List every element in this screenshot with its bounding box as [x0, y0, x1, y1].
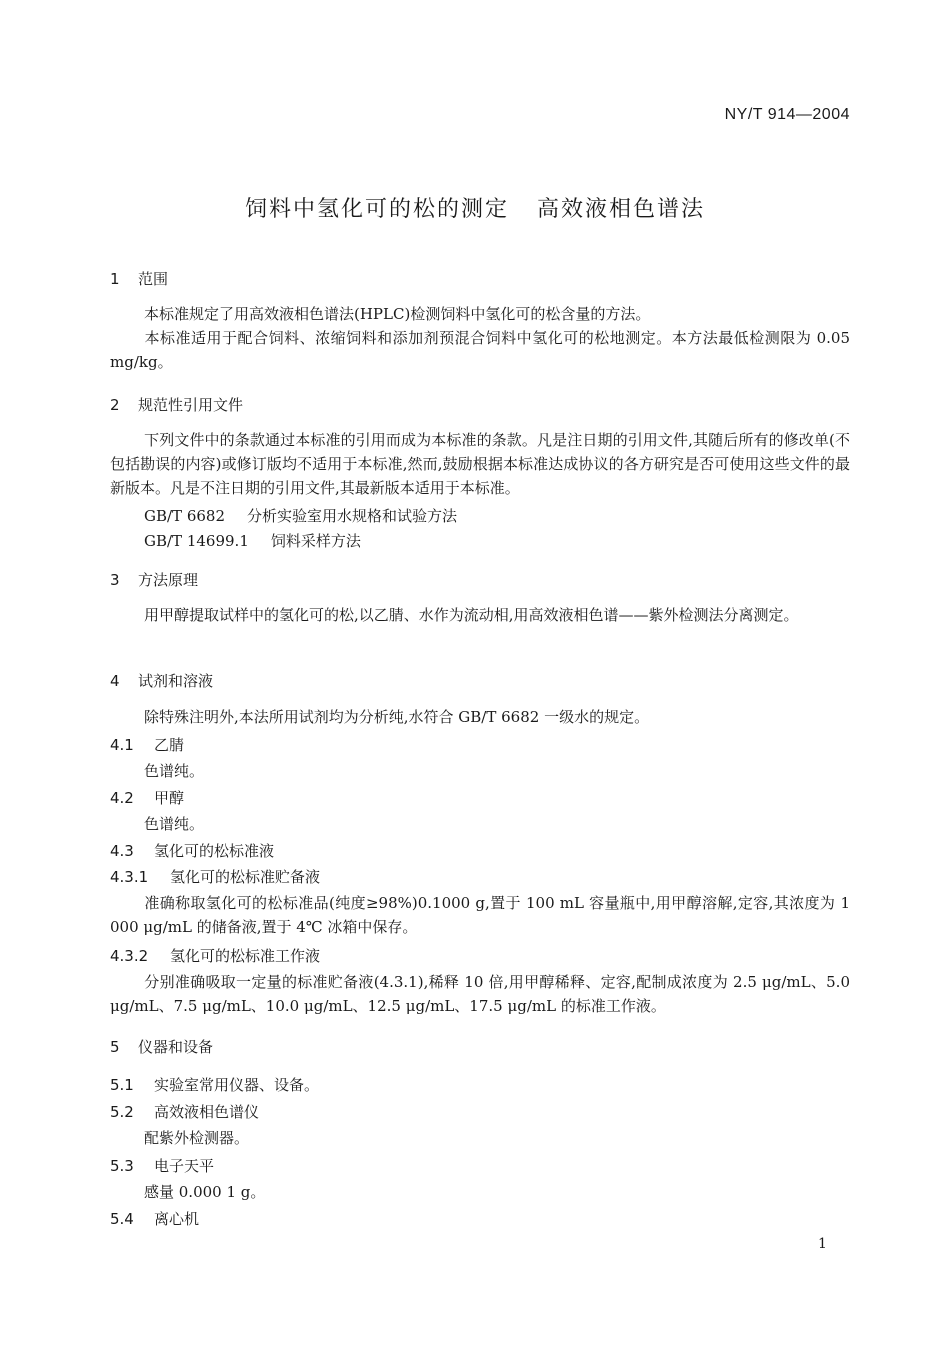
section-4-1-text: 色谱纯。 [144, 762, 205, 780]
section-4-3-1-paragraph: 准确称取氢化可的松标准品(纯度≥98%)0.1000 g,置于 100 mL 容量瓶中,用甲醇溶解,定容,其浓度为 1 000 μg/mL 的储备液,置于 4℃ 冰箱中保存。 [110, 894, 850, 936]
section-1-heading: 1 范围 [110, 270, 169, 288]
section-5-3-heading: 5.3 电子天平 [110, 1157, 215, 1175]
section-4-3-2-paragraph: 分别准确吸取一定量的标准贮备液(4.3.1),稀释 10 倍,用甲醇稀释、定容,配制成浓度为 2.5 μg/mL、5.0 μg/mL、7.5 μg/mL、10.0 μg/mL、12.5 μg/mL、17.5 μg/mL 的标准工作液。 [110, 973, 850, 1015]
section-5-1: 5.1 实验室常用仪器、设备。 [110, 1076, 320, 1094]
section-5-4-heading: 5.4 离心机 [110, 1210, 200, 1228]
section-4-3-heading: 4.3 氢化可的松标准液 [110, 842, 275, 860]
section-4-3-1-heading: 4.3.1 氢化可的松标准贮备液 [110, 868, 321, 886]
title-part2: 高效液相色谱法 [537, 197, 706, 222]
section-4-1-heading: 4.1 乙腈 [110, 736, 185, 754]
section-2-heading: 2 规范性引用文件 [110, 396, 244, 414]
document-title [0, 192, 950, 223]
section-1-paragraph-2: 本标准适用于配合饲料、浓缩饲料和添加剂预混合饲料中氢化可的松地测定。本方法最低检测限为 0.05 mg/kg。 [110, 329, 850, 371]
section-4-3-2-heading: 4.3.2 氢化可的松标准工作液 [110, 947, 321, 965]
standard-code: NY/T 914—2004 [724, 106, 850, 123]
section-5-2-heading: 5.2 高效液相色谱仪 [110, 1103, 260, 1121]
section-3-heading: 3 方法原理 [110, 571, 199, 589]
title-part1: 饲料中氢化可的松的测定 [244, 197, 509, 222]
section-5-2-text: 配紫外检测器。 [144, 1129, 250, 1147]
section-4-paragraph: 除特殊注明外,本法所用试剂均为分析纯,水符合 GB/T 6682 一级水的规定。 [144, 708, 650, 726]
section-5-heading: 5 仪器和设备 [110, 1038, 214, 1056]
reference-2: GB/T 14699.1 饲料采样方法 [144, 532, 361, 550]
section-1-paragraph-1: 本标准规定了用高效液相色谱法(HPLC)检测饲料中氢化可的松含量的方法。 [144, 305, 651, 323]
section-4-2-text: 色谱纯。 [144, 815, 205, 833]
section-5-3-text: 感量 0.000 1 g。 [144, 1183, 266, 1201]
page-number: 1 [818, 1236, 827, 1252]
section-2-paragraph: 下列文件中的条款通过本标准的引用而成为本标准的条款。凡是注日期的引用文件,其随后所有的修改单(不包括勘误的内容)或修订版均不适用于本标准,然而,鼓励根据本标准达成协议的各方研究是否可使用这些文件的最新版本。凡是不注日期的引用文件,其最新版本适用于本标准。 [110, 431, 850, 497]
section-4-heading: 4 试剂和溶液 [110, 672, 214, 690]
section-3-paragraph: 用甲醇提取试样中的氢化可的松,以乙腈、水作为流动相,用高效液相色谱——紫外检测法分离测定。 [144, 606, 799, 624]
section-4-2-heading: 4.2 甲醇 [110, 789, 185, 807]
reference-1: GB/T 6682 分析实验室用水规格和试验方法 [144, 507, 458, 525]
